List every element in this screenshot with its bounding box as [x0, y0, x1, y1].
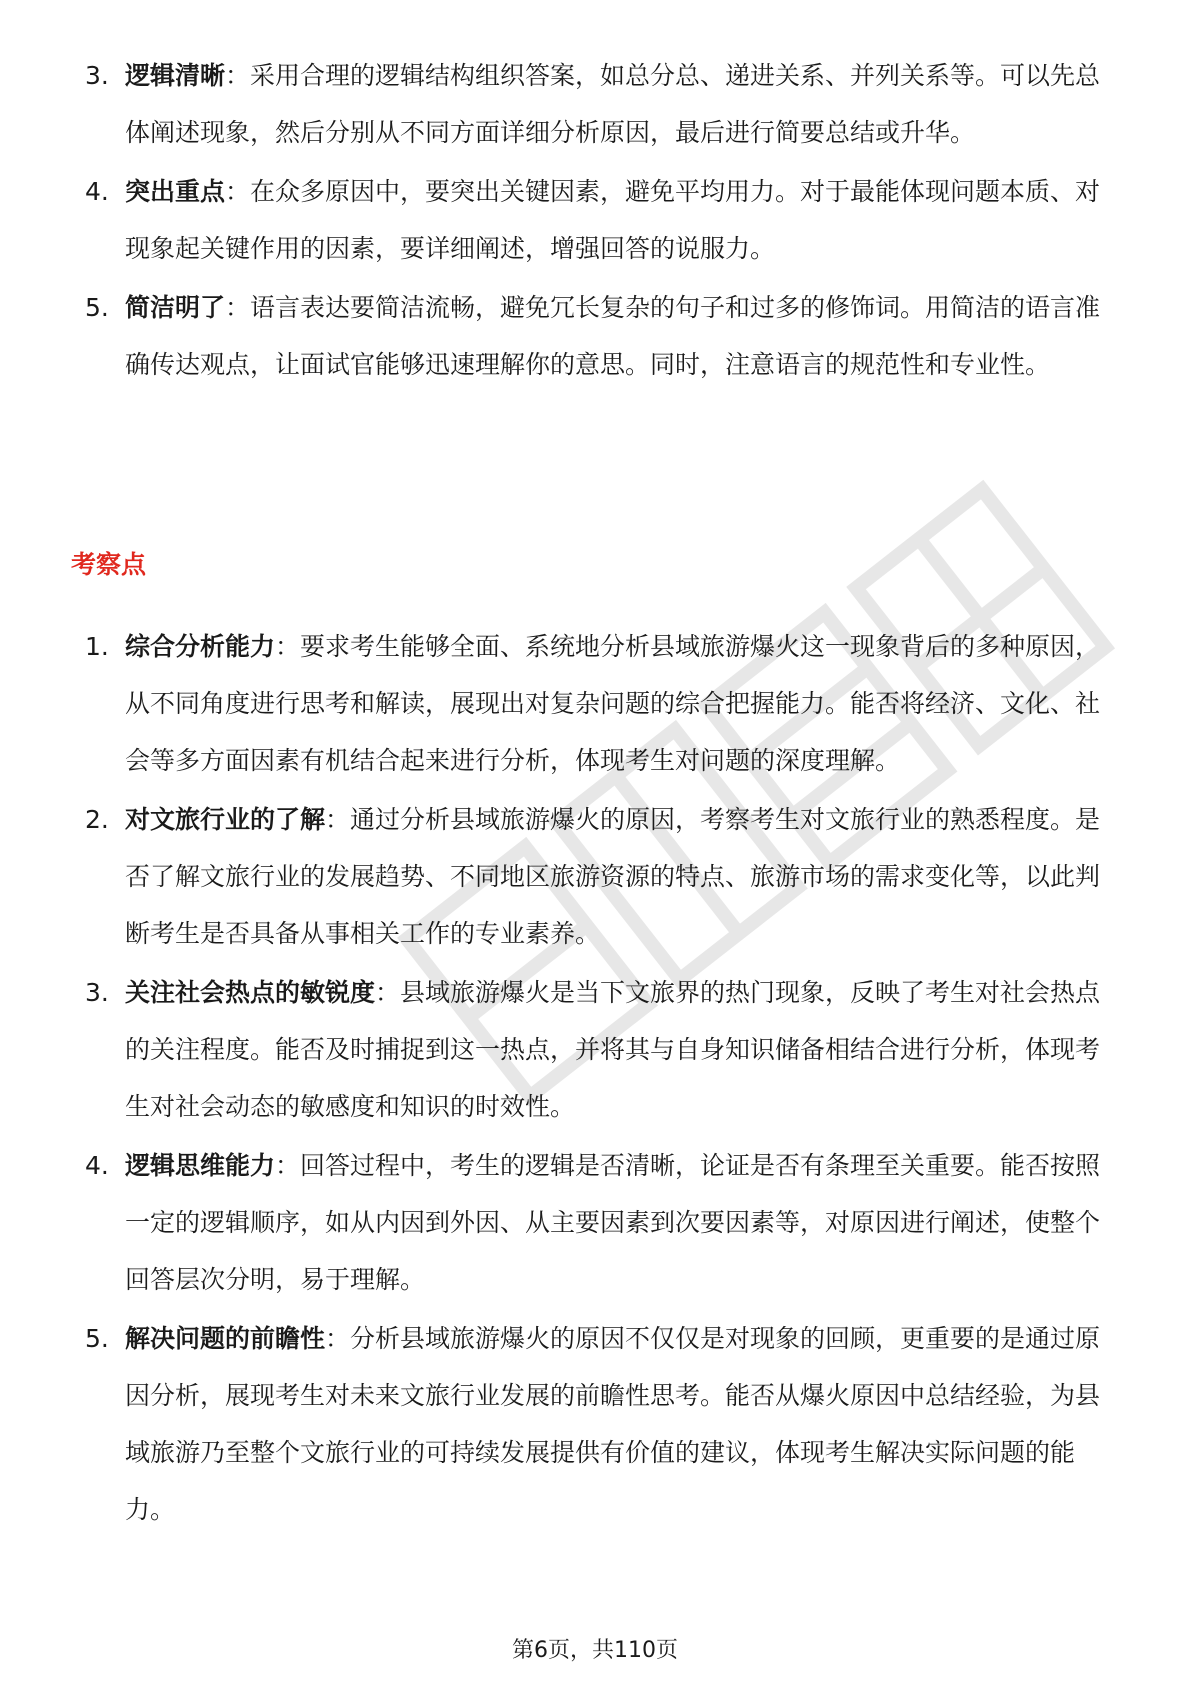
- list-item: [0, 47, 1110, 161]
- list-item-title: 对文旅行业的了解: [125, 805, 326, 834]
- list-item-number: 3.: [85, 978, 109, 1007]
- list-item-text: 回答过程中，考生的逻辑是否清晰，论证是否有条理至关重要。能否按照一定的逻辑顺序，如从内因到外因、从主要因素到次要因素等，对原因进行阐述，使整个回答层次分明，易于理解。: [125, 1151, 1101, 1294]
- list-item-number: 5.: [85, 1324, 109, 1353]
- list-item: [0, 618, 1110, 789]
- list-item-title: 突出重点: [125, 177, 226, 206]
- list-item-title: 简洁明了: [125, 293, 226, 322]
- list-item-text: 县域旅游爆火是当下文旅界的热门现象，反映了考生对社会热点的关注程度。能否及时捕捉到这一热点，并将其与自身知识储备相结合进行分析，体现考生对社会动态的敏感度和知识的时效性。: [125, 978, 1101, 1121]
- page-number: 第6页，共110页: [512, 1638, 678, 1663]
- list-item-separator: ：: [225, 293, 251, 322]
- list-item: [0, 791, 1110, 962]
- list-item-title: 逻辑清晰: [125, 61, 226, 90]
- list-item: [0, 163, 1110, 277]
- list-item: [0, 1310, 1110, 1538]
- list-item-separator: ：: [375, 978, 401, 1007]
- list-item-title: 逻辑思维能力: [125, 1151, 276, 1180]
- list-item-number: 5.: [85, 293, 109, 322]
- list-item-text: 语言表达要简洁流畅，避免冗长复杂的句子和过多的修饰词。用简洁的语言准确传达观点，让面试官能够迅速理解你的意思。同时，注意语言的规范性和专业性。: [125, 293, 1101, 379]
- list-item-separator: ：: [275, 632, 301, 661]
- list-item: [0, 964, 1110, 1135]
- list-item-title: 解决问题的前瞻性: [125, 1324, 326, 1353]
- list-item-separator: ：: [275, 1151, 301, 1180]
- section-heading: 考察点: [71, 550, 147, 579]
- list-item-title: 关注社会热点的敏锐度: [125, 978, 376, 1007]
- list-item-text: 在众多原因中，要突出关键因素，避免平均用力。对于最能体现问题本质、对现象起关键作用的因素，要详细阐述，增强回答的说服力。: [125, 177, 1101, 263]
- list-item-title: 综合分析能力: [125, 632, 276, 661]
- list-item-number: 3.: [85, 61, 109, 90]
- list-item-text: 通过分析县域旅游爆火的原因，考察考生对文旅行业的熟悉程度。是否了解文旅行业的发展趋势、不同地区旅游资源的特点、旅游市场的需求变化等，以此判断考生是否具备从事相关工作的专业素养。: [125, 805, 1101, 948]
- list-item-text: 分析县域旅游爆火的原因不仅仅是对现象的回顾，更重要的是通过原因分析，展现考生对未来文旅行业发展的前瞻性思考。能否从爆火原因中总结经验，为县域旅游乃至整个文旅行业的可持续发展提供有价值的建议，体现考生解决实际问题的能力。: [125, 1324, 1101, 1524]
- assessment-points-list: [0, 618, 1190, 1540]
- list-item-separator: ：: [225, 61, 251, 90]
- list-item-text: 采用合理的逻辑结构组织答案，如总分总、递进关系、并列关系等。可以先总体阐述现象，然后分别从不同方面详细分析原因，最后进行简要总结或升华。: [125, 61, 1101, 147]
- list-item-text: 要求考生能够全面、系统地分析县域旅游爆火这一现象背后的多种原因，从不同角度进行思考和解读，展现出对复杂问题的综合把握能力。能否将经济、文化、社会等多方面因素有机结合起来进行分析，体现考生对问题的深度理解。: [125, 632, 1101, 775]
- list-item-number: 4.: [85, 1151, 109, 1180]
- list-item-number: 1.: [85, 632, 109, 661]
- list-item-number: 2.: [85, 805, 109, 834]
- list-item-number: 4.: [85, 177, 109, 206]
- answer-tips-list: [0, 47, 1190, 395]
- list-item: [0, 1137, 1110, 1308]
- list-item-separator: ：: [225, 177, 251, 206]
- list-item: [0, 279, 1110, 393]
- list-item-separator: ：: [325, 805, 351, 834]
- list-item-separator: ：: [325, 1324, 351, 1353]
